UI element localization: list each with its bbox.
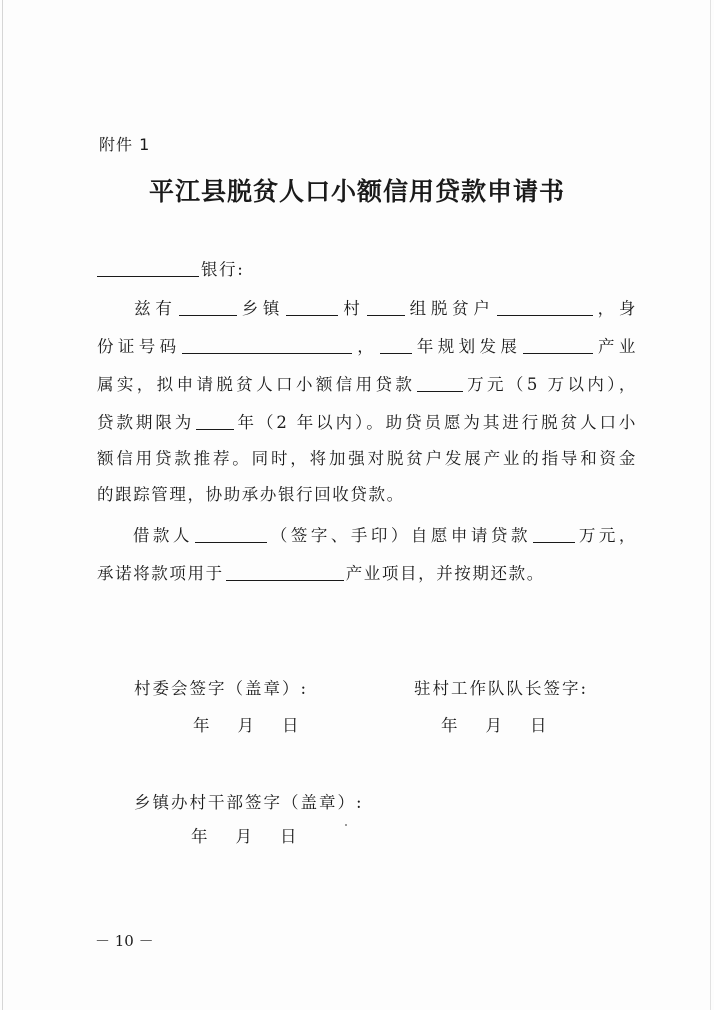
bank-name-blank[interactable] (97, 254, 199, 277)
tracking-text: 的跟踪管理，协助承办银行回收贷款。 (97, 485, 405, 504)
page-number: － 10 － (95, 932, 154, 950)
date-day: 日 (530, 716, 547, 735)
id-label: 份证号码 (97, 337, 181, 356)
plan-text: 年规划发展 (414, 337, 522, 356)
shen-text: ，身 (594, 299, 637, 318)
work-team-date (441, 712, 547, 736)
paragraph-line-3 (97, 368, 637, 402)
id-number-blank[interactable] (182, 331, 352, 354)
zu-text: 组脱贫户 (406, 299, 495, 318)
purpose-blank[interactable] (226, 558, 344, 581)
xiangzhen-text: 乡镇 (238, 299, 285, 318)
paragraph-line-5 (97, 442, 637, 476)
borrower-blank[interactable] (195, 520, 267, 543)
township-cadre-date (191, 823, 297, 847)
village-committee-date (193, 712, 299, 736)
village-blank[interactable] (286, 293, 338, 316)
attachment-label: 附件 1 (99, 135, 151, 154)
scan-edge-right (710, 0, 711, 1010)
purpose-text: 产业项目，并按期还款。 (345, 564, 545, 583)
sign-text: （签字、手印）自愿申请贷款 (268, 526, 531, 545)
date-year: 年 (193, 716, 210, 735)
paragraph-line-1 (97, 292, 637, 326)
township-blank[interactable] (179, 293, 237, 316)
bank-suffix: 银行: (201, 260, 245, 279)
paragraph-line-6 (97, 478, 637, 512)
date-year: 年 (441, 716, 458, 735)
bank-line (97, 253, 637, 287)
date-month: 月 (237, 716, 254, 735)
comma-text: ， (354, 337, 379, 356)
date-day: 日 (280, 827, 297, 846)
chanye-text: 产业 (595, 337, 637, 356)
plan-year-blank[interactable] (380, 331, 412, 354)
wanyuan-text: 万元， (576, 526, 637, 545)
loan-term-text: 年（2 年以内）。助贷员愿为其进行脱贫人口小 (236, 413, 638, 432)
apply-amount-blank[interactable] (533, 520, 575, 543)
loan-amount-blank[interactable] (417, 369, 463, 392)
purpose-label: 承诺将款项用于 (97, 564, 224, 583)
paragraph-line-8 (97, 557, 637, 591)
paragraph-line-7 (97, 519, 637, 553)
loan-limit-text: 万元（5 万以内）， (465, 375, 637, 394)
village-committee-signature-label: 村委会签字（盖章）: (134, 679, 309, 698)
recommend-text: 额信用贷款推荐。同时，将加强对脱贫户发展产业的指导和资金 (97, 449, 637, 468)
township-cadre-signature-label: 乡镇办村干部签字（盖章）: (134, 793, 364, 812)
date-day: 日 (282, 716, 299, 735)
scan-edge-left (2, 0, 3, 1010)
loan-apply-text: 属实，拟申请脱贫人口小额信用贷款 (97, 375, 416, 394)
zi-you-text: 兹有 (131, 299, 177, 318)
paragraph-line-4 (97, 406, 637, 440)
household-name-blank[interactable] (497, 293, 593, 316)
page-title: 平江县脱贫人口小额信用贷款申请书 (148, 177, 565, 206)
date-year: 年 (191, 827, 208, 846)
industry-blank[interactable] (523, 331, 593, 354)
date-month: 月 (235, 827, 252, 846)
borrower-label: 借款人 (131, 526, 193, 545)
loan-term-label: 贷款期限为 (97, 413, 195, 432)
work-team-signature-label: 驻村工作队队长签字: (414, 679, 589, 698)
paragraph-line-2 (97, 330, 637, 364)
scan-speck (345, 824, 347, 826)
group-blank[interactable] (367, 293, 405, 316)
loan-term-blank[interactable] (196, 407, 234, 430)
cun-text: 村 (340, 299, 365, 318)
date-month: 月 (485, 716, 502, 735)
